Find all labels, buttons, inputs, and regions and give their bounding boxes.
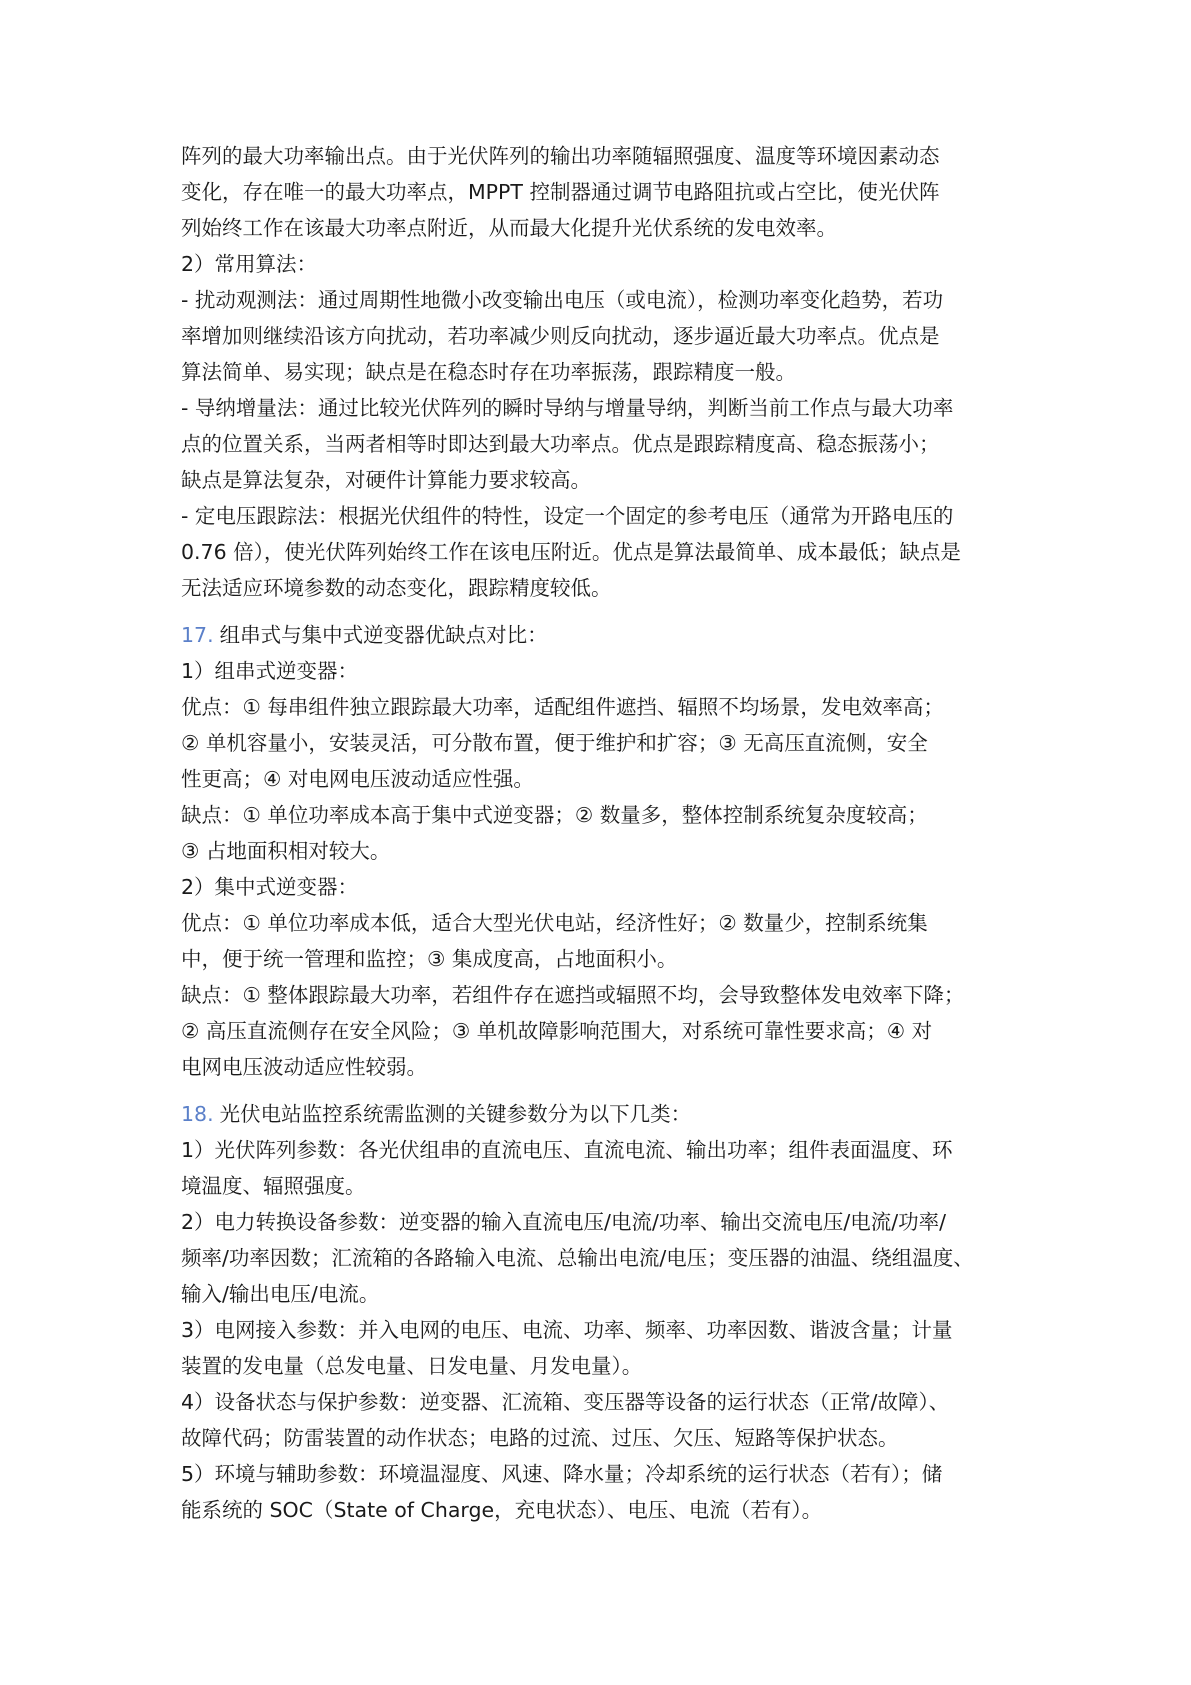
- text-line: ② 单机容量小，安装灵活，可分散布置，便于维护和扩容；③ 无高压直流侧，安全: [181, 731, 928, 755]
- text-line: 算法简单、易实现；缺点是在稳态时存在功率振荡，跟踪精度一般。: [181, 360, 796, 384]
- text-line: - 扰动观测法：通过周期性地微小改变输出电压（或电流），检测功率变化趋势，若功: [181, 288, 944, 312]
- document-page: [181, 138, 1041, 1528]
- text-line: - 定电压跟踪法：根据光伏组件的特性，设定一个固定的参考电压（通常为开路电压的: [181, 504, 954, 528]
- section-18: [181, 1096, 1041, 1528]
- text-line: 2）常用算法：: [181, 252, 318, 276]
- text-line: 故障代码；防雷装置的动作状态；电路的过流、过压、欠压、短路等保护状态。: [181, 1426, 899, 1450]
- section-17: [181, 617, 1041, 1085]
- text-line: 缺点：① 单位功率成本高于集中式逆变器；② 数量多，整体控制系统复杂度较高；: [181, 803, 928, 827]
- section-heading: [181, 617, 1041, 653]
- text-line: 阵列的最大功率输出点。由于光伏阵列的输出功率随辐照强度、温度等环境因素动态: [181, 144, 940, 168]
- text-line: 无法适应环境参数的动态变化，跟踪精度较低。: [181, 576, 612, 600]
- text-line: 2）电力转换设备参数：逆变器的输入直流电压/电流/功率、输出交流电压/电流/功率/: [181, 1210, 947, 1234]
- text-line: ② 高压直流侧存在安全风险；③ 单机故障影响范围大，对系统可靠性要求高；④ 对: [181, 1019, 933, 1043]
- text-line: 频率/功率因数；汇流箱的各路输入电流、总输出电流/电压；变压器的油温、绕组温度、: [181, 1246, 974, 1270]
- text-line: 输入/输出电压/电流。: [181, 1282, 380, 1306]
- text-line: 4）设备状态与保护参数：逆变器、汇流箱、变压器等设备的运行状态（正常/故障）、: [181, 1390, 950, 1414]
- text-line: 1）光伏阵列参数：各光伏组串的直流电压、直流电流、输出功率；组件表面温度、环: [181, 1138, 953, 1162]
- section-heading: [181, 1096, 1041, 1132]
- text-line: 变化，存在唯一的最大功率点，MPPT 控制器通过调节电路阻抗或占空比，使光伏阵: [181, 180, 940, 204]
- text-line: 列始终工作在该最大功率点附近，从而最大化提升光伏系统的发电效率。: [181, 216, 837, 240]
- text-line: 境温度、辐照强度。: [181, 1174, 366, 1198]
- text-line: 点的位置关系，当两者相等时即达到最大功率点。优点是跟踪精度高、稳态振荡小；: [181, 432, 940, 456]
- section-title: 光伏电站监控系统需监测的关键参数分为以下几类：: [219, 1102, 692, 1126]
- section-title: 组串式与集中式逆变器优缺点对比：: [219, 623, 548, 647]
- text-line: 2）集中式逆变器：: [181, 875, 359, 899]
- text-line: 3）电网接入参数：并入电网的电压、电流、功率、频率、功率因数、谐波含量；计量: [181, 1318, 953, 1342]
- section-number: 18.: [181, 1102, 214, 1126]
- text-line: 0.76 倍），使光伏阵列始终工作在该电压附近。优点是算法最简单、成本最低；缺点是: [181, 540, 961, 564]
- text-line: 中，便于统一管理和监控；③ 集成度高，占地面积小。: [181, 947, 678, 971]
- text-line: 性更高；④ 对电网电压波动适应性强。: [181, 767, 534, 791]
- paragraph-block-mppt: [181, 138, 1041, 606]
- text-line: 装置的发电量（总发电量、日发电量、月发电量）。: [181, 1354, 643, 1378]
- text-line: ③ 占地面积相对较大。: [181, 839, 391, 863]
- text-line: - 导纳增量法：通过比较光伏阵列的瞬时导纳与增量导纳，判断当前工作点与最大功率: [181, 396, 954, 420]
- text-line: 5）环境与辅助参数：环境温湿度、风速、降水量；冷却系统的运行状态（若有）；储: [181, 1462, 943, 1486]
- text-line: 能系统的 SOC（State of Charge，充电状态）、电压、电流（若有）。: [181, 1498, 823, 1522]
- text-line: 优点：① 每串组件独立跟踪最大功率，适配组件遮挡、辐照不均场景，发电效率高；: [181, 695, 944, 719]
- text-line: 率增加则继续沿该方向扰动，若功率减少则反向扰动，逐步逼近最大功率点。优点是: [181, 324, 940, 348]
- text-line: 缺点：① 整体跟踪最大功率，若组件存在遮挡或辐照不均，会导致整体发电效率下降；: [181, 983, 965, 1007]
- text-line: 电网电压波动适应性较弱。: [181, 1055, 427, 1079]
- text-line: 缺点是算法复杂，对硬件计算能力要求较高。: [181, 468, 591, 492]
- text-line: 优点：① 单位功率成本低，适合大型光伏电站，经济性好；② 数量少，控制系统集: [181, 911, 928, 935]
- text-line: 1）组串式逆变器：: [181, 659, 359, 683]
- section-number: 17.: [181, 623, 214, 647]
